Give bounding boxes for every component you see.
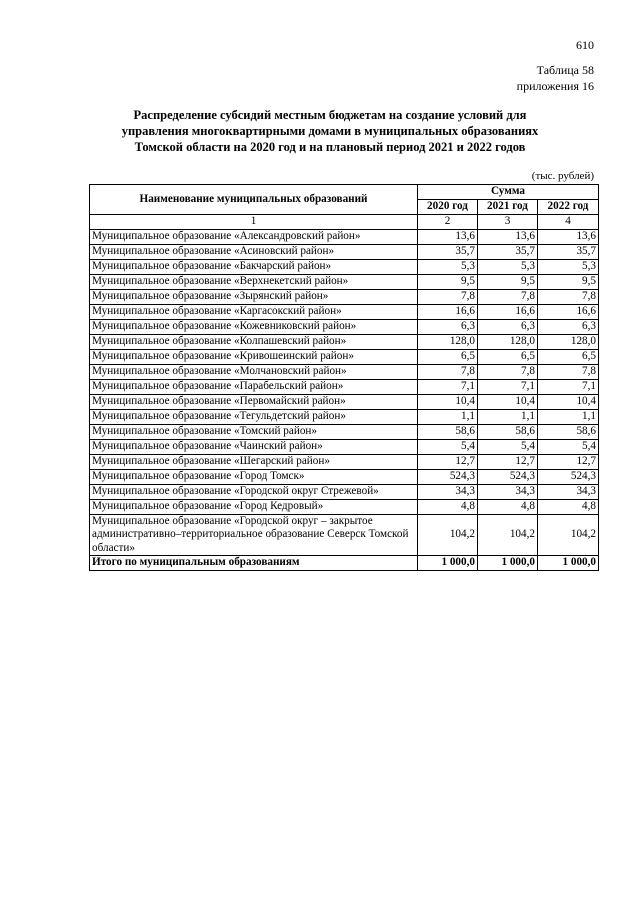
municipality-name-cell: Муниципальное образование «Городской округ Стрежевой» — [90, 484, 418, 499]
value-2020-cell: 9,5 — [418, 274, 478, 289]
value-2021-cell: 35,7 — [478, 244, 538, 259]
table-row — [90, 334, 599, 349]
value-2020-cell: 6,3 — [418, 319, 478, 334]
municipality-name-cell: Муниципальное образование «Бакчарский район» — [90, 259, 418, 274]
column-number: 1 — [90, 214, 418, 229]
header-year-2022: 2022 год — [538, 199, 599, 214]
value-2020-cell: 128,0 — [418, 334, 478, 349]
value-2022-cell: 13,6 — [538, 229, 599, 244]
table-number: Таблица 58 — [536, 63, 594, 77]
value-2020-cell: 104,2 — [418, 514, 478, 556]
table-row — [90, 469, 599, 484]
value-2020-cell: 1 000,0 — [418, 556, 478, 571]
value-2020-cell: 35,7 — [418, 244, 478, 259]
value-2021-cell: 6,5 — [478, 349, 538, 364]
title-line-1: Распределение субсидий местным бюджетам на создание условий для — [133, 108, 527, 122]
value-2022-cell: 104,2 — [538, 514, 599, 556]
municipality-name-cell: Муниципальное образование «Кривошеинский район» — [90, 349, 418, 364]
value-2022-cell: 9,5 — [538, 274, 599, 289]
municipality-name-cell: Муниципальное образование «Городской округ – закрытое административно–территориальное образование Северск Томской области» — [90, 514, 418, 556]
value-2021-cell: 4,8 — [478, 499, 538, 514]
table-row — [90, 349, 599, 364]
column-number: 4 — [538, 214, 599, 229]
value-2020-cell: 7,1 — [418, 379, 478, 394]
municipality-name-cell: Муниципальное образование «Кожевниковский район» — [90, 319, 418, 334]
table-row — [90, 409, 599, 424]
table-row — [90, 274, 599, 289]
table-row — [90, 454, 599, 469]
value-2020-cell: 5,3 — [418, 259, 478, 274]
value-2021-cell: 5,4 — [478, 439, 538, 454]
value-2021-cell: 58,6 — [478, 424, 538, 439]
title-line-2: управления многоквартирными домами в муниципальных образованиях — [121, 124, 539, 138]
municipality-name-cell: Муниципальное образование «Первомайский район» — [90, 394, 418, 409]
units-label: (тыс. рублей) — [531, 170, 594, 182]
municipality-name-cell: Муниципальное образование «Томский район» — [90, 424, 418, 439]
value-2020-cell: 7,8 — [418, 289, 478, 304]
header-sum: Сумма — [418, 185, 599, 200]
municipality-name-cell: Муниципальное образование «Каргасокский район» — [90, 304, 418, 319]
table-row — [90, 499, 599, 514]
table-row — [90, 229, 599, 244]
municipality-name-cell: Муниципальное образование «Парабельский район» — [90, 379, 418, 394]
municipality-name-cell: Муниципальное образование «Город Томск» — [90, 469, 418, 484]
value-2020-cell: 10,4 — [418, 394, 478, 409]
header-year-2021: 2021 год — [478, 199, 538, 214]
document-title — [60, 107, 600, 155]
value-2021-cell: 7,8 — [478, 364, 538, 379]
table-row — [90, 424, 599, 439]
table-row — [90, 364, 599, 379]
value-2020-cell: 6,5 — [418, 349, 478, 364]
municipality-name-cell: Муниципальное образование «Тегульдетский район» — [90, 409, 418, 424]
value-2022-cell: 7,8 — [538, 289, 599, 304]
value-2021-cell: 1,1 — [478, 409, 538, 424]
value-2022-cell: 58,6 — [538, 424, 599, 439]
value-2022-cell: 5,3 — [538, 259, 599, 274]
value-2022-cell: 16,6 — [538, 304, 599, 319]
value-2022-cell: 1,1 — [538, 409, 599, 424]
value-2020-cell: 524,3 — [418, 469, 478, 484]
page-number: 610 — [576, 38, 594, 52]
municipality-name-cell: Муниципальное образование «Александровский район» — [90, 229, 418, 244]
value-2021-cell: 524,3 — [478, 469, 538, 484]
table-row — [90, 289, 599, 304]
municipality-name-cell: Муниципальное образование «Колпашевский район» — [90, 334, 418, 349]
value-2021-cell: 13,6 — [478, 229, 538, 244]
value-2022-cell: 524,3 — [538, 469, 599, 484]
value-2022-cell: 7,1 — [538, 379, 599, 394]
value-2021-cell: 5,3 — [478, 259, 538, 274]
municipality-name-cell: Итого по муниципальным образованиям — [90, 556, 418, 571]
value-2020-cell: 1,1 — [418, 409, 478, 424]
value-2021-cell: 7,1 — [478, 379, 538, 394]
table-row — [90, 379, 599, 394]
table-row — [90, 514, 599, 556]
value-2021-cell: 12,7 — [478, 454, 538, 469]
title-line-3: Томской области на 2020 год и на плановый период 2021 и 2022 годов — [134, 140, 526, 154]
value-2021-cell: 1 000,0 — [478, 556, 538, 571]
value-2020-cell: 58,6 — [418, 424, 478, 439]
value-2021-cell: 7,8 — [478, 289, 538, 304]
value-2022-cell: 6,5 — [538, 349, 599, 364]
total-row — [90, 556, 599, 571]
value-2020-cell: 13,6 — [418, 229, 478, 244]
column-number: 2 — [418, 214, 478, 229]
value-2021-cell: 6,3 — [478, 319, 538, 334]
table-row — [90, 439, 599, 454]
municipality-name-cell: Муниципальное образование «Верхнекетский район» — [90, 274, 418, 289]
value-2021-cell: 104,2 — [478, 514, 538, 556]
table-row — [90, 304, 599, 319]
value-2020-cell: 5,4 — [418, 439, 478, 454]
value-2021-cell: 9,5 — [478, 274, 538, 289]
value-2021-cell: 10,4 — [478, 394, 538, 409]
table-body — [90, 229, 599, 570]
municipality-name-cell: Муниципальное образование «Чаинский район» — [90, 439, 418, 454]
value-2020-cell: 12,7 — [418, 454, 478, 469]
value-2020-cell: 4,8 — [418, 499, 478, 514]
value-2022-cell: 35,7 — [538, 244, 599, 259]
value-2020-cell: 34,3 — [418, 484, 478, 499]
value-2022-cell: 7,8 — [538, 364, 599, 379]
municipality-name-cell: Муниципальное образование «Шегарский район» — [90, 454, 418, 469]
value-2022-cell: 10,4 — [538, 394, 599, 409]
value-2022-cell: 34,3 — [538, 484, 599, 499]
table-row — [90, 244, 599, 259]
header-year-2020: 2020 год — [418, 199, 478, 214]
value-2022-cell: 5,4 — [538, 439, 599, 454]
table-row — [90, 484, 599, 499]
value-2022-cell: 6,3 — [538, 319, 599, 334]
municipality-name-cell: Муниципальное образование «Зырянский район» — [90, 289, 418, 304]
value-2021-cell: 128,0 — [478, 334, 538, 349]
value-2021-cell: 34,3 — [478, 484, 538, 499]
value-2020-cell: 16,6 — [418, 304, 478, 319]
header-name: Наименование муниципальных образований — [90, 185, 418, 215]
column-number: 3 — [478, 214, 538, 229]
appendix-number: приложения 16 — [516, 79, 594, 93]
table-row — [90, 394, 599, 409]
municipality-name-cell: Муниципальное образование «Молчановский район» — [90, 364, 418, 379]
table-row — [90, 259, 599, 274]
value-2022-cell: 1 000,0 — [538, 556, 599, 571]
table-row — [90, 319, 599, 334]
value-2022-cell: 12,7 — [538, 454, 599, 469]
municipality-name-cell: Муниципальное образование «Асиновский район» — [90, 244, 418, 259]
value-2020-cell: 7,8 — [418, 364, 478, 379]
table-reference — [517, 62, 594, 94]
value-2022-cell: 128,0 — [538, 334, 599, 349]
subsidy-table — [89, 184, 599, 571]
value-2022-cell: 4,8 — [538, 499, 599, 514]
municipality-name-cell: Муниципальное образование «Город Кедровый» — [90, 499, 418, 514]
value-2021-cell: 16,6 — [478, 304, 538, 319]
